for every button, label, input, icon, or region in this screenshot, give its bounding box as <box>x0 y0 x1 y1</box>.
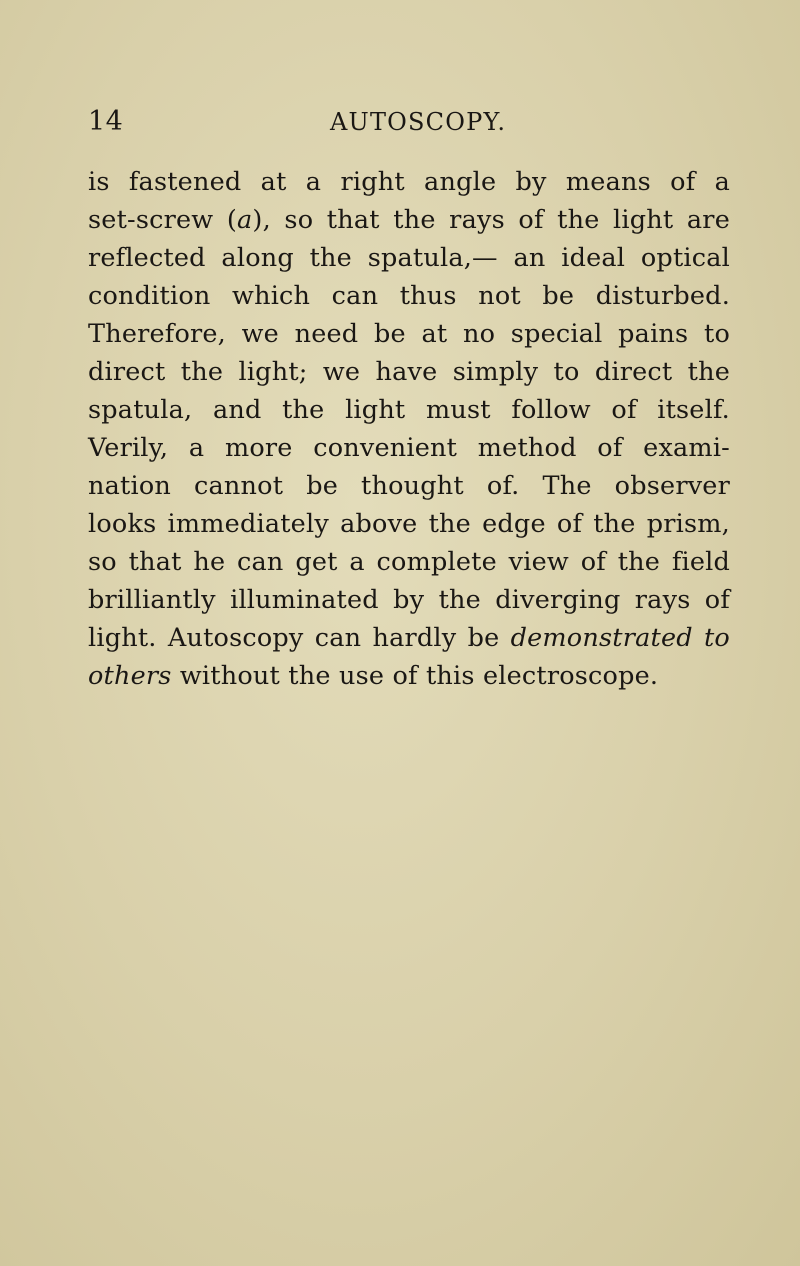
text-line-12: brilliantly illuminated by the diverging rays of <box>88 585 730 615</box>
page-header <box>88 106 738 146</box>
text-segment: set-screw ( <box>88 205 238 235</box>
italic-reference-a: a <box>237 205 253 235</box>
body-text <box>88 163 730 695</box>
text-segment: light. Autoscopy can hardly be <box>88 623 511 653</box>
text-line-3: reflected along the spatula,— an ideal optical <box>88 243 730 273</box>
italic-emphasis: others <box>88 661 172 691</box>
text-segment: ), so that the rays of the light are <box>252 205 730 235</box>
running-head: AUTOSCOPY. <box>330 108 507 136</box>
text-segment: without the use of this electroscope. <box>171 661 659 691</box>
text-line-5: Therefore, we need be at no special pains to <box>88 319 730 349</box>
text-line-8: Verily, a more convenient method of exami- <box>88 433 730 463</box>
text-line-10: looks immediately above the edge of the prism, <box>88 509 730 539</box>
text-line-7: spatula, and the light must follow of itself. <box>88 395 730 425</box>
text-line-9: nation cannot be thought of. The observer <box>88 471 730 501</box>
text-line-2 <box>88 201 730 239</box>
italic-emphasis: demonstrated to <box>510 623 730 653</box>
text-line-4: condition which can thus not be disturbed. <box>88 281 730 311</box>
text-line-11: so that he can get a complete view of the field <box>88 547 730 577</box>
text-line-6: direct the light; we have simply to direct the <box>88 357 730 387</box>
text-line-13 <box>88 619 730 657</box>
text-line-1: is fastened at a right angle by means of a <box>88 167 730 197</box>
text-line-14 <box>88 657 730 695</box>
page-number: 14 <box>88 106 124 137</box>
